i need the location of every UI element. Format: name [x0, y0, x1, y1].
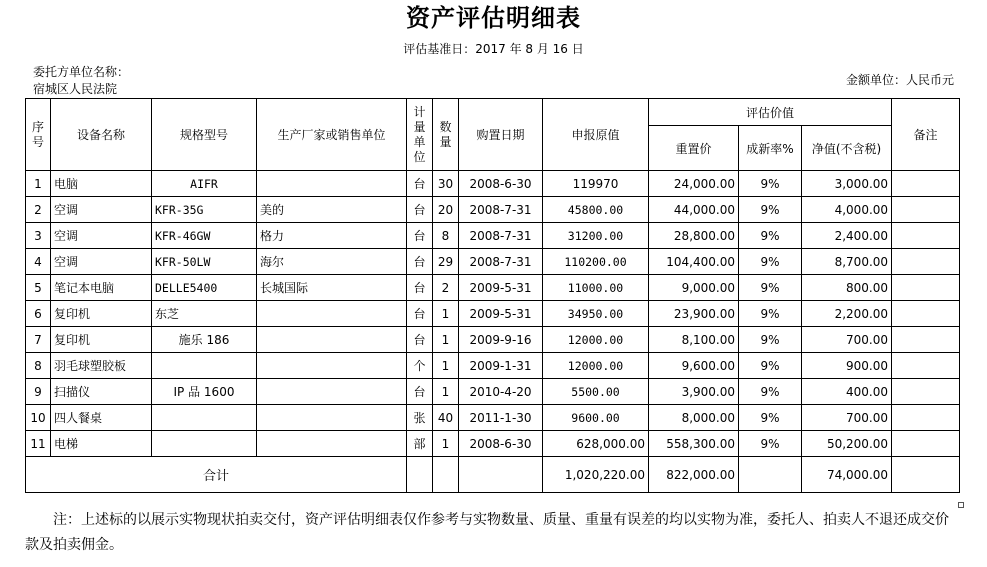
cell-replace: 24,000.00: [649, 171, 739, 197]
cell-name: 笔记本电脑: [51, 275, 152, 301]
footnote: 注：上述标的以展示实物现状拍卖交付，资产评估明细表仅作参考与实物数量、质量、重量有误差的均以实物为准，委托人、拍卖人不退还成交价款及拍卖佣金。: [25, 512, 949, 553]
total-label: 合计: [26, 457, 407, 493]
total-replace: 822,000.00: [649, 457, 739, 493]
cell-remark: [892, 431, 960, 457]
currency-unit: 金额单位：人民币元: [845, 73, 954, 87]
cell-model: KFR-35G: [152, 197, 257, 223]
cell-rate: 9%: [739, 223, 802, 249]
cell-name: 复印机: [51, 301, 152, 327]
table-row: [26, 431, 960, 457]
cell-net: 2,200.00: [802, 301, 892, 327]
asset-table: [25, 98, 960, 493]
cell-date: 2010-4-20: [459, 379, 543, 405]
header-net: 净值(不含税): [802, 126, 892, 171]
cell-seq: 6: [26, 301, 51, 327]
cell-rate: 9%: [739, 353, 802, 379]
table-row: [26, 353, 960, 379]
total-net: 74,000.00: [802, 457, 892, 493]
cell-qty: 1: [433, 327, 459, 353]
cell-net: 800.00: [802, 275, 892, 301]
cell-date: 2008-6-30: [459, 431, 543, 457]
cell-seq: 10: [26, 405, 51, 431]
table-row: [26, 327, 960, 353]
table-row: [26, 301, 960, 327]
cell-qty: 2: [433, 275, 459, 301]
cell-name: 电脑: [51, 171, 152, 197]
cell-qty: 40: [433, 405, 459, 431]
header-rate: 成新率%: [739, 126, 802, 171]
cell-unit: 个: [407, 353, 433, 379]
cell-rate: 9%: [739, 379, 802, 405]
cell-maker: [257, 379, 407, 405]
client-label: 委托方单位名称：: [33, 65, 130, 79]
total-empty-date: [459, 457, 543, 493]
cell-seq: 5: [26, 275, 51, 301]
cell-remark: [892, 353, 960, 379]
cell-net: 4,000.00: [802, 197, 892, 223]
client-name: 宿城区人民法院: [33, 82, 118, 96]
table-row: [26, 379, 960, 405]
cell-rate: 9%: [739, 197, 802, 223]
cell-model: KFR-50LW: [152, 249, 257, 275]
cell-orig: 9600.00: [543, 405, 649, 431]
cell-date: 2009-9-16: [459, 327, 543, 353]
cell-replace: 23,900.00: [649, 301, 739, 327]
cell-rate: 9%: [739, 405, 802, 431]
cell-unit: 张: [407, 405, 433, 431]
cell-maker: 长城国际: [257, 275, 407, 301]
cell-replace: 9,000.00: [649, 275, 739, 301]
cell-model: [152, 353, 257, 379]
table-row: [26, 171, 960, 197]
cell-date: 2009-5-31: [459, 301, 543, 327]
cell-name: 扫描仪: [51, 379, 152, 405]
cell-maker: 格力: [257, 223, 407, 249]
table-row: [26, 405, 960, 431]
cell-remark: [892, 379, 960, 405]
cell-maker: [257, 171, 407, 197]
cell-orig: 11000.00: [543, 275, 649, 301]
cell-model: 东芝: [152, 301, 257, 327]
cell-maker: 海尔: [257, 249, 407, 275]
header-model: 规格型号: [152, 99, 257, 171]
cell-net: 900.00: [802, 353, 892, 379]
cell-date: 2009-1-31: [459, 353, 543, 379]
cell-net: 2,400.00: [802, 223, 892, 249]
header-replace: 重置价: [649, 126, 739, 171]
cell-date: 2011-1-30: [459, 405, 543, 431]
cell-replace: 28,800.00: [649, 223, 739, 249]
header-date: 购置日期: [459, 99, 543, 171]
cell-qty: 1: [433, 431, 459, 457]
cell-seq: 4: [26, 249, 51, 275]
cell-orig: 34950.00: [543, 301, 649, 327]
cell-date: 2008-7-31: [459, 223, 543, 249]
cell-rate: 9%: [739, 327, 802, 353]
cell-rate: 9%: [739, 275, 802, 301]
cell-net: 700.00: [802, 327, 892, 353]
table-body: [26, 171, 960, 493]
cell-maker: [257, 431, 407, 457]
cell-model: DELLE5400: [152, 275, 257, 301]
cell-name: 空调: [51, 197, 152, 223]
cell-orig: 119970: [543, 171, 649, 197]
cell-date: 2008-7-31: [459, 197, 543, 223]
total-empty-unit: [407, 457, 433, 493]
cell-replace: 44,000.00: [649, 197, 739, 223]
header-maker: 生产厂家或销售单位: [257, 99, 407, 171]
cell-orig: 31200.00: [543, 223, 649, 249]
cell-net: 3,000.00: [802, 171, 892, 197]
cell-date: 2008-6-30: [459, 171, 543, 197]
cell-seq: 1: [26, 171, 51, 197]
cell-date: 2009-5-31: [459, 275, 543, 301]
cell-maker: 美的: [257, 197, 407, 223]
cell-replace: 3,900.00: [649, 379, 739, 405]
page-title: 资产评估明细表: [406, 3, 581, 32]
header-unit: 计 量 单 位: [407, 99, 433, 171]
cell-seq: 2: [26, 197, 51, 223]
cell-orig: 110200.00: [543, 249, 649, 275]
cell-name: 空调: [51, 223, 152, 249]
cell-net: 50,200.00: [802, 431, 892, 457]
cell-seq: 11: [26, 431, 51, 457]
cell-net: 8,700.00: [802, 249, 892, 275]
cell-replace: 8,100.00: [649, 327, 739, 353]
cell-remark: [892, 223, 960, 249]
cell-unit: 台: [407, 197, 433, 223]
cell-unit: 台: [407, 171, 433, 197]
cell-rate: 9%: [739, 249, 802, 275]
cell-orig: 12000.00: [543, 353, 649, 379]
cell-replace: 558,300.00: [649, 431, 739, 457]
cell-rate: 9%: [739, 171, 802, 197]
total-empty-qty: [433, 457, 459, 493]
cell-rate: 9%: [739, 301, 802, 327]
table-header: [26, 99, 960, 171]
header-remark: 备注: [892, 99, 960, 171]
cell-name: 复印机: [51, 327, 152, 353]
cell-model: KFR-46GW: [152, 223, 257, 249]
cell-remark: [892, 197, 960, 223]
cell-maker: [257, 405, 407, 431]
cell-replace: 9,600.00: [649, 353, 739, 379]
header-name: 设备名称: [51, 99, 152, 171]
cell-orig: 12000.00: [543, 327, 649, 353]
cell-unit: 台: [407, 275, 433, 301]
total-empty-remark: [892, 457, 960, 493]
cell-unit: 台: [407, 379, 433, 405]
cell-qty: 29: [433, 249, 459, 275]
valuation-base-date: 评估基准日：2017 年 8 月 16 日: [403, 42, 584, 56]
cell-unit: 部: [407, 431, 433, 457]
cell-qty: 1: [433, 353, 459, 379]
cell-qty: 1: [433, 301, 459, 327]
cell-remark: [892, 327, 960, 353]
cell-maker: [257, 301, 407, 327]
table-row: [26, 249, 960, 275]
cell-rate: 9%: [739, 431, 802, 457]
cell-replace: 104,400.00: [649, 249, 739, 275]
cell-qty: 1: [433, 379, 459, 405]
cell-qty: 30: [433, 171, 459, 197]
cell-name: 电梯: [51, 431, 152, 457]
cell-seq: 8: [26, 353, 51, 379]
cell-maker: [257, 353, 407, 379]
cell-remark: [892, 249, 960, 275]
cell-name: 空调: [51, 249, 152, 275]
header-seq: 序 号: [26, 99, 51, 171]
total-empty-rate: [739, 457, 802, 493]
table-row: [26, 223, 960, 249]
cell-unit: 台: [407, 249, 433, 275]
cell-model: AIFR: [152, 171, 257, 197]
cell-name: 羽毛球塑胶板: [51, 353, 152, 379]
cell-orig: 5500.00: [543, 379, 649, 405]
cell-remark: [892, 275, 960, 301]
cell-orig: 45800.00: [543, 197, 649, 223]
cell-unit: 台: [407, 327, 433, 353]
header-qty: 数 量: [433, 99, 459, 171]
cell-unit: 台: [407, 223, 433, 249]
cell-date: 2008-7-31: [459, 249, 543, 275]
cell-seq: 7: [26, 327, 51, 353]
cell-remark: [892, 171, 960, 197]
cell-model: 施乐 186: [152, 327, 257, 353]
cell-seq: 3: [26, 223, 51, 249]
cell-net: 400.00: [802, 379, 892, 405]
cell-replace: 8,000.00: [649, 405, 739, 431]
cell-model: [152, 405, 257, 431]
cell-name: 四人餐桌: [51, 405, 152, 431]
cell-seq: 9: [26, 379, 51, 405]
cell-remark: [892, 405, 960, 431]
cell-qty: 8: [433, 223, 459, 249]
cell-qty: 20: [433, 197, 459, 223]
cell-net: 700.00: [802, 405, 892, 431]
header-eval-group: 评估价值: [649, 99, 892, 126]
table-row: [26, 275, 960, 301]
cell-remark: [892, 301, 960, 327]
cell-model: IP 品 1600: [152, 379, 257, 405]
total-row: [26, 457, 960, 493]
total-orig: 1,020,220.00: [543, 457, 649, 493]
table-row: [26, 197, 960, 223]
cell-maker: [257, 327, 407, 353]
cell-model: [152, 431, 257, 457]
cell-unit: 台: [407, 301, 433, 327]
header-orig: 申报原值: [543, 99, 649, 171]
cell-orig: 628,000.00: [543, 431, 649, 457]
